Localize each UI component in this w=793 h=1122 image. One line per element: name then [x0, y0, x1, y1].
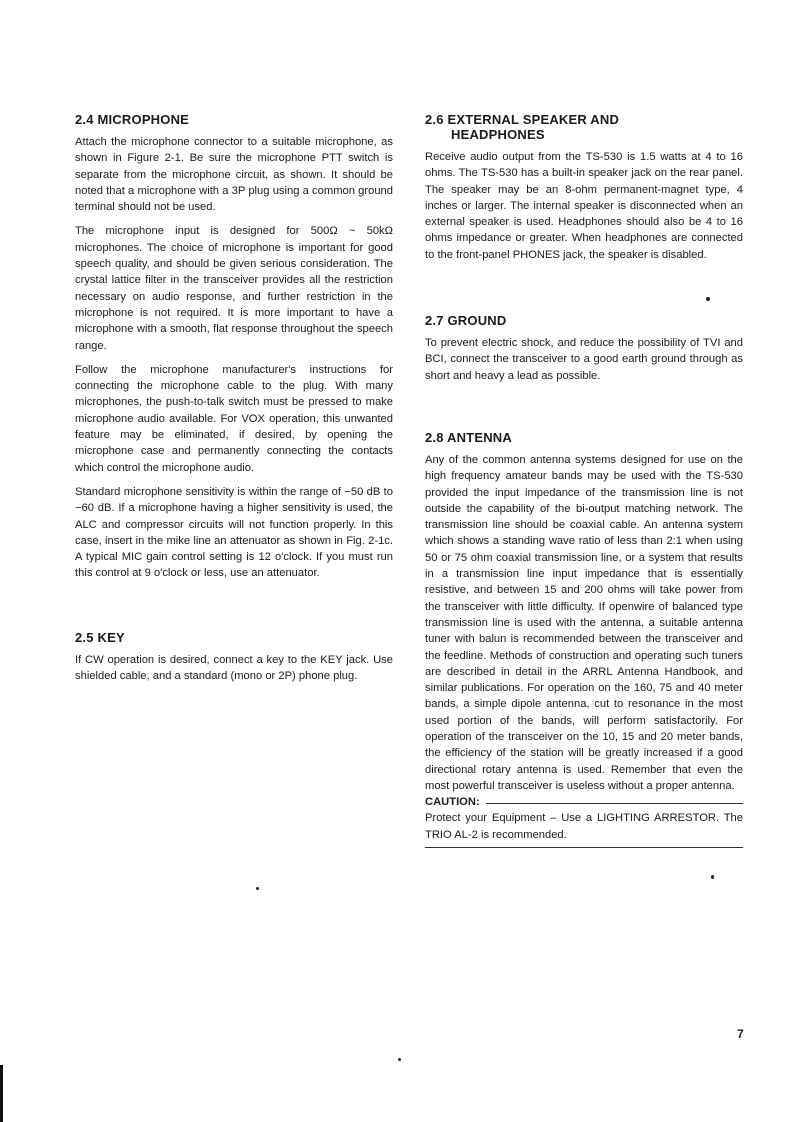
- caution-bottom-divider: [425, 847, 743, 848]
- key-heading: 2.5 KEY: [75, 629, 125, 645]
- section-key: [75, 630, 393, 685]
- speaker-heading-line2: HEADPHONES: [451, 127, 545, 142]
- caution-header: [425, 794, 743, 810]
- caution-divider: [486, 803, 743, 804]
- scan-speck: [398, 1058, 401, 1061]
- microphone-heading: 2.4 MICROPHONE: [75, 112, 190, 127]
- microphone-paragraph-3: Follow the microphone manufacturer's instructions for connecting the microphone cable to the plug. With many microphones, the push-to-talk switch must be pressed to make microphone audio available. For VOX operation, this unwanted feature may be eliminated, if desired, by opening the microphone case and permanently connecting the contacts which control the microphone audio.: [75, 363, 393, 474]
- section-external-speaker: [425, 112, 743, 263]
- caution-text: Protect your Equipment – Use a LIGHTING ARRESTOR. The TRIO AL-2 is recommended.: [425, 812, 743, 841]
- scan-speck: [706, 297, 710, 301]
- scan-speck: [256, 887, 259, 890]
- section-ground: [425, 313, 743, 384]
- caution-label: CAUTION:: [425, 796, 480, 809]
- page-number: 7: [737, 1027, 744, 1041]
- scan-edge-mark: [0, 1065, 3, 1122]
- microphone-paragraph-1: Attach the microphone connector to a suitable microphone, as shown in Figure 2-1. Be sure the microphone PTT switch is separate from the microphone circuit, as shown. It should be noted that a microphone with a 3P plug using a common ground terminal should not be used.: [75, 136, 393, 214]
- section-antenna: [425, 430, 743, 848]
- scan-speck: [711, 875, 714, 879]
- speaker-heading-line1: 2.6 EXTERNAL SPEAKER AND: [425, 112, 620, 127]
- speaker-heading: [425, 112, 743, 142]
- ground-heading: 2.7 GROUND: [425, 313, 507, 329]
- antenna-paragraph: Any of the common antenna systems designed for use on the high frequency amateur bands may be used with the TS-530 provided the input impedance of the transmission line is not outside the capability of the bi-output matching network. The transmission line should be coaxial cable. An antenna system which shows a standing wave ratio of less than 2:1 when using 50 or 75 ohm coaxial transmission line, or a system that results in a transmission line input impedance that is essentially resistive, and between 15 and 200 ohms will take power from the transceiver with little difficulty. If openwire of balanced type transmission line is used with the antenna, a suitable antenna tuner with balun is recommended between the transceiver and the feedline. Methods of construction and operating such tuners are described in detail in the ARRL Antenna Handbook, and similar publications. For operation on the 160, 75 and 40 meter bands, a simple dipole antenna, cut to resonance in the most used portion of the bands, will perform satisfactorily. For operation of the transceiver on the 10, 15 and 20 meter bands, the efficiency of the station will be greatly increased if a good directional rotary antenna is used. Remember that even the most powerful transceiver is useless without a proper antenna.: [425, 453, 743, 792]
- microphone-paragraph-2: The microphone input is designed for 500Ω ~ 50kΩ microphones. The choice of microphone is important for good speech quality, and should be given serious consideration. The crystal lattice filter in the transceiver provides all the restriction necessary on audio response, and further restriction in the microphone is not required. It is more important to have a microphone with a smooth, flat response throughout the speech range.: [75, 225, 393, 352]
- section-microphone: [75, 112, 393, 582]
- right-column: [425, 112, 743, 848]
- left-column: [75, 112, 393, 692]
- key-paragraph: If CW operation is desired, connect a key to the KEY jack. Use shielded cable, and a standard (mono or 2P) phone plug.: [75, 653, 393, 683]
- speaker-paragraph: Receive audio output from the TS-530 is 1.5 watts at 4 to 16 ohms. The TS-530 has a built-in speaker jack on the rear panel. The speaker may be an 8-ohm permanent-magnet type, 4 inches or larger. The internal speaker is disconnected when an external speaker is used. Headphones should also be 4 to 16 ohms impedance or greater. When headphones are connected to the front-panel PHONES jack, the speaker is disabled.: [425, 151, 743, 261]
- antenna-heading: 2.8 ANTENNA: [425, 429, 512, 445]
- ground-paragraph: To prevent electric shock, and reduce the possibility of TVI and BCI, connect the transceiver to a good earth ground through as short and heavy a lead as possible.: [425, 337, 743, 382]
- microphone-paragraph-4: Standard microphone sensitivity is within the range of −50 dB to −60 dB. If a microphone having a higher sensitivity is used, the ALC and compressor circuits will not function properly. In this case, insert in the mike line an attenuator as shown in Fig. 2-1c. A typical MIC gain control setting is 12 o'clock. If you must run this control at 9 o'clock or less, use an attenuator.: [75, 485, 393, 580]
